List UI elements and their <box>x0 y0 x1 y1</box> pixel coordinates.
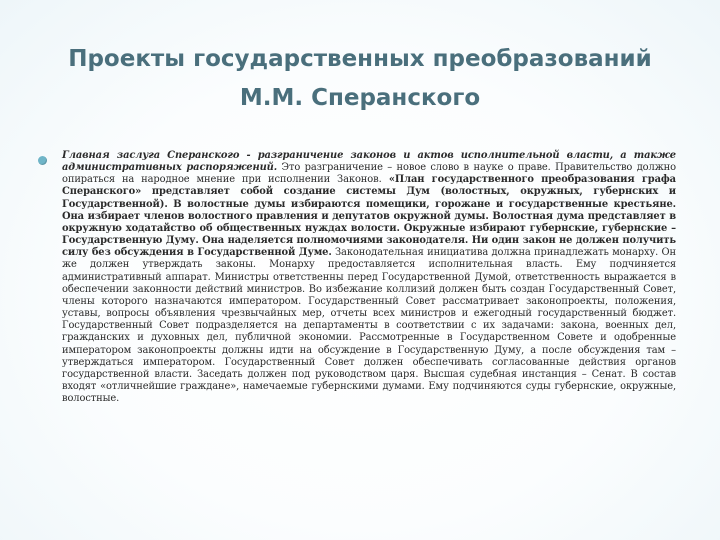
slide-title <box>40 40 680 118</box>
slide-title-line-2: М.М. Сперанского <box>239 85 481 111</box>
body-segment-monarch: Законодательная инициатива должна принадлежать монарху. Он же должен утверждать законы. Монарху предоставляется исполнительная власть. Ему подчиняется административный аппарат. Министры ответственны перед Государственной Думой, ответственность выражается в обеспечении законности действий министров. Во избежание коллизий должен быть создан Государственный Совет, члены которого назначаются императором. Государственный Совет рассматривает законопроекты, положения, уставы, вопросы объявления чрезвычайных мер, отчеты всех министров и ежегодный государственный бюджет. Государственный Совет подразделяется на департаменты в соответствии с их задачами: закона, военных дел, гражданских и духовных дел, публичной экономии. Рассмотренные в Государственном Совете и одобренные императором законопроекты должны идти на обсуждение в Государственную Думу, а после обсуждения там – утверждаться императором. Государственный Совет должен обеспечивать согласованные действия органов государственной власти. Заседать должен под руководством царя. Высшая судебная инстанция – Сенат. В состав входят «отличнейшие граждане», намечаемые губернскими думами. Ему подчиняются суды губернские, окружные, волостные. <box>62 247 676 405</box>
body-segment-main-merit: Главная заслуга Сперанского - разграничение законов и актов исполнительной власти, а также административных распоряжений. <box>62 150 676 174</box>
slide-title-line-1: Проекты государственных преобразований <box>68 46 652 72</box>
bullet-item <box>38 150 678 405</box>
body-segment-plan: «План государственного преобразования графа Сперанского» представляет собой создание системы Дум (волостных, окружных, губернских и Государственной). В волостные думы избираются помещики, горожане и государственные крестьяне. Она избирает членов волостного правления и депутатов окружной думы. Волостная дума представляет в окружную ходатайство об общественных нуждах волости. Окружные избирают губернские, губернские – Государственную Думу. Она наделяется полномочиями законодателя. Ни один закон не должен получить силу без обсуждения в Государственной Думе. <box>62 174 676 259</box>
body-paragraph <box>62 150 676 405</box>
body-segment-science: Это разграничение – новое слово в науке о праве. Правительство должно опираться на народное мнение при исполнении Законов. <box>62 162 677 186</box>
bullet-dot-icon <box>38 156 47 165</box>
